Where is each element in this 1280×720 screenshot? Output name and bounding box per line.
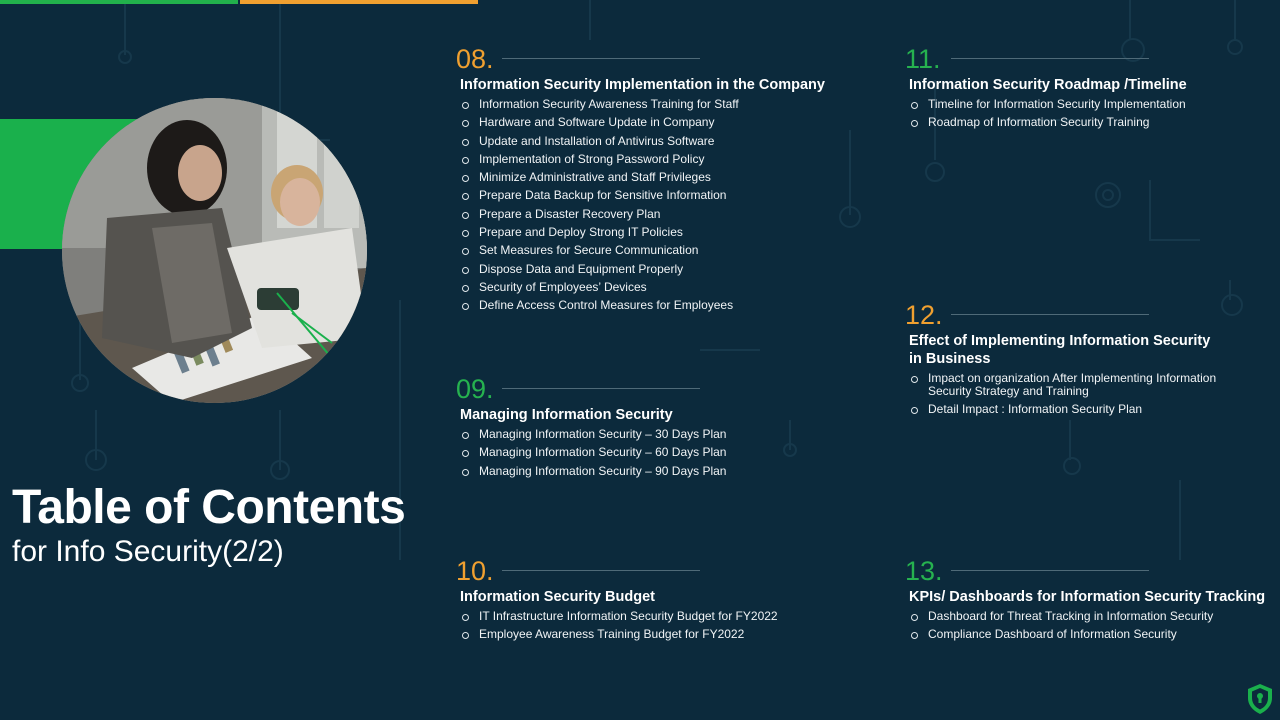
section-header bbox=[456, 44, 840, 74]
bullet-icon bbox=[462, 102, 469, 109]
bullet-icon bbox=[462, 450, 469, 457]
bullet-icon bbox=[462, 175, 469, 182]
bullet-icon bbox=[462, 267, 469, 274]
top-accent-green bbox=[0, 0, 238, 4]
list-item: Prepare and Deploy Strong IT Policies bbox=[460, 226, 840, 239]
section-divider bbox=[502, 570, 700, 571]
list-item: Define Access Control Measures for Employees bbox=[460, 299, 840, 312]
slide-subtitle: for Info Security(2/2) bbox=[12, 535, 284, 568]
section-header bbox=[456, 374, 840, 404]
list-item: Compliance Dashboard of Information Security bbox=[909, 628, 1277, 641]
section-number: 09. bbox=[456, 374, 494, 404]
slide-title-block bbox=[12, 480, 405, 570]
section-number: 11. bbox=[905, 44, 941, 74]
bullet-icon bbox=[462, 614, 469, 621]
section-divider bbox=[502, 388, 700, 389]
list-item: Minimize Administrative and Staff Privileges bbox=[460, 171, 840, 184]
list-item: Managing Information Security – 60 Days Plan bbox=[460, 446, 840, 459]
section-divider bbox=[502, 58, 700, 59]
toc-section-09 bbox=[456, 374, 840, 483]
list-item: Hardware and Software Update in Company bbox=[460, 116, 840, 129]
section-header bbox=[905, 556, 1277, 586]
list-item: Detail Impact : Information Security Plan bbox=[909, 403, 1219, 416]
section-item-list bbox=[909, 372, 1219, 416]
list-item: Information Security Awareness Training for Staff bbox=[460, 98, 840, 111]
section-number: 08. bbox=[456, 44, 494, 74]
shield-icon bbox=[1246, 683, 1274, 715]
bullet-icon bbox=[462, 303, 469, 310]
section-title: Managing Information Security bbox=[460, 407, 673, 423]
section-divider bbox=[951, 314, 1149, 315]
bullet-icon bbox=[462, 139, 469, 146]
section-title: Information Security Roadmap /Timeline bbox=[909, 77, 1187, 93]
list-item: Managing Information Security – 30 Days Plan bbox=[460, 428, 840, 441]
list-item: Timeline for Information Security Implementation bbox=[909, 98, 1269, 111]
bullet-icon bbox=[462, 632, 469, 639]
slide-title: Table of Contents bbox=[12, 481, 406, 534]
bullet-icon bbox=[462, 230, 469, 237]
bullet-icon bbox=[911, 120, 918, 127]
toc-section-08 bbox=[456, 44, 840, 318]
list-item: Security of Employees’ Devices bbox=[460, 281, 840, 294]
toc-section-12 bbox=[905, 300, 1229, 422]
list-item: Update and Installation of Antivirus Software bbox=[460, 135, 840, 148]
list-item: Dashboard for Threat Tracking in Information Security bbox=[909, 610, 1277, 623]
list-item: IT Infrastructure Information Security Budget for FY2022 bbox=[460, 610, 840, 623]
section-item-list bbox=[909, 610, 1277, 641]
section-header bbox=[905, 300, 1229, 330]
list-item: Impact on organization After Implementing Information Security Strategy and Training bbox=[909, 372, 1219, 398]
list-item: Roadmap of Information Security Training bbox=[909, 116, 1269, 129]
section-title: Effect of Implementing Information Security in Business bbox=[909, 333, 1211, 367]
section-item-list bbox=[460, 610, 840, 641]
section-title: KPIs/ Dashboards for Information Security Tracking bbox=[909, 589, 1266, 605]
list-item: Managing Information Security – 90 Days Plan bbox=[460, 465, 840, 478]
bullet-icon bbox=[911, 376, 918, 383]
section-title: Information Security Budget bbox=[460, 589, 655, 605]
bullet-icon bbox=[462, 469, 469, 476]
bullet-icon bbox=[462, 248, 469, 255]
section-item-list bbox=[460, 428, 840, 478]
bullet-icon bbox=[911, 407, 918, 414]
section-number: 10. bbox=[456, 556, 494, 586]
bullet-icon bbox=[462, 212, 469, 219]
bullet-icon bbox=[462, 432, 469, 439]
toc-section-11 bbox=[905, 44, 1269, 135]
section-divider bbox=[951, 58, 1149, 59]
list-item: Implementation of Strong Password Policy bbox=[460, 153, 840, 166]
toc-section-10 bbox=[456, 556, 840, 647]
bullet-icon bbox=[462, 193, 469, 200]
bullet-icon bbox=[911, 614, 918, 621]
bullet-icon bbox=[462, 285, 469, 292]
bullet-icon bbox=[911, 632, 918, 639]
section-item-list bbox=[909, 98, 1269, 129]
list-item: Employee Awareness Training Budget for FY2022 bbox=[460, 628, 840, 641]
toc-section-13 bbox=[905, 556, 1277, 647]
section-number: 12. bbox=[905, 300, 943, 330]
section-number: 13. bbox=[905, 556, 943, 586]
section-title: Information Security Implementation in the Company bbox=[460, 77, 825, 93]
bullet-icon bbox=[462, 120, 469, 127]
list-item: Set Measures for Secure Communication bbox=[460, 244, 840, 257]
team-photo bbox=[62, 98, 367, 403]
list-item: Prepare Data Backup for Sensitive Information bbox=[460, 189, 840, 202]
section-divider bbox=[951, 570, 1149, 571]
list-item: Dispose Data and Equipment Properly bbox=[460, 263, 840, 276]
bullet-icon bbox=[911, 102, 918, 109]
section-header bbox=[905, 44, 1269, 74]
section-header bbox=[456, 556, 840, 586]
top-accent-orange bbox=[240, 0, 478, 4]
list-item: Prepare a Disaster Recovery Plan bbox=[460, 208, 840, 221]
bullet-icon bbox=[462, 157, 469, 164]
section-item-list bbox=[460, 98, 840, 312]
